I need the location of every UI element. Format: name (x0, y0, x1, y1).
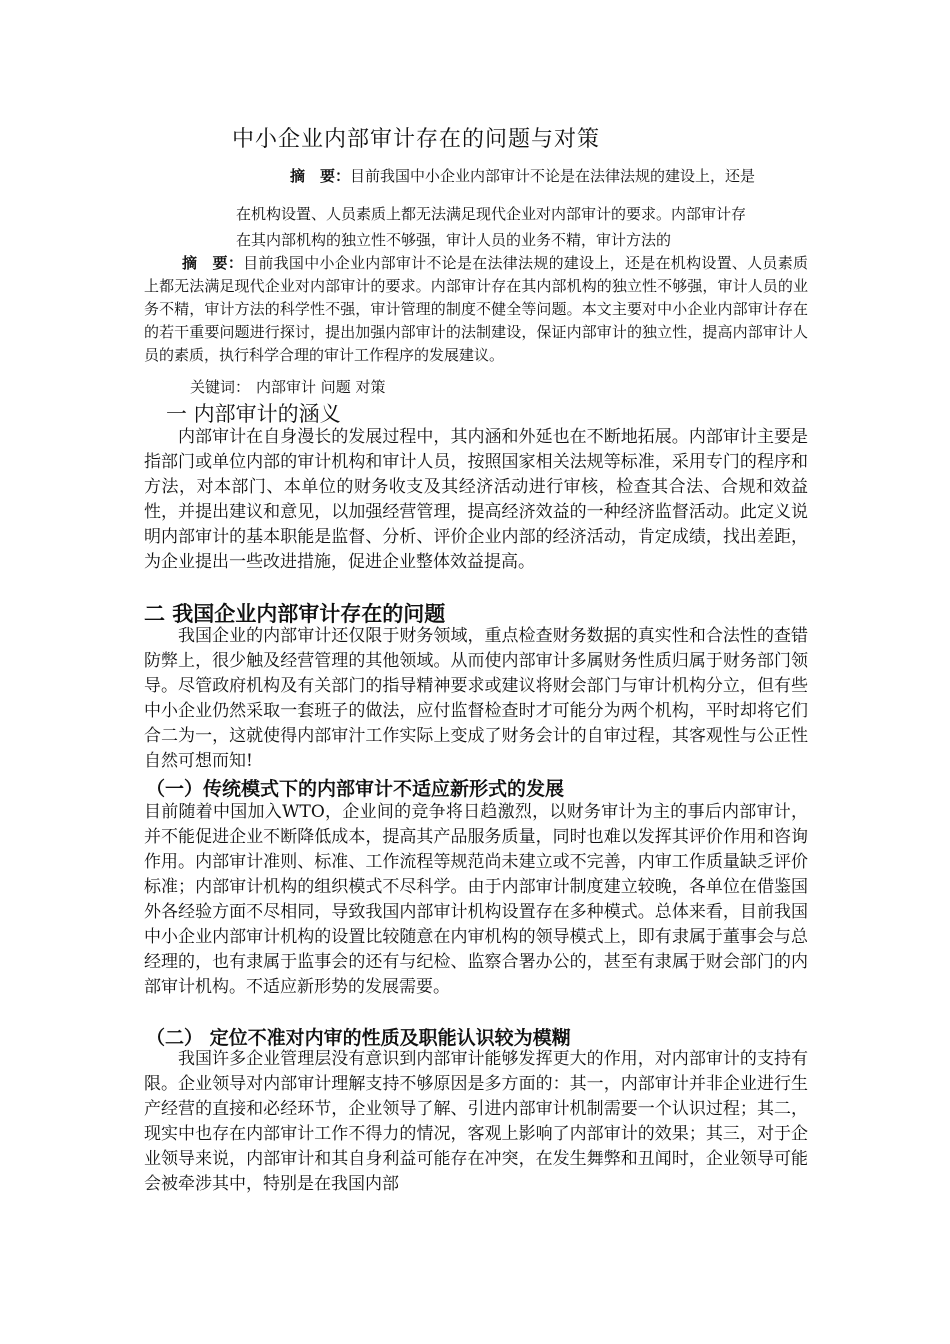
abstract-paragraph (144, 252, 808, 367)
section1-body: 内部审计在自身漫长的发展过程中，其内涵和外延也在不断地拓展。内部审计主要是指部门或单位内部的审计机构和审计人员，按照国家相关法规等标准，采用专门的程序和方法，对本部门、本单位的财务收支及其经济活动进行审核，检查其合法、合规和效益性，并提出建议和意见，以加强经营管理，提高经济效益的一种经济监督活动。此定义说明内部审计的基本职能是监督、分析、评价企业内部的经济活动，肯定成绩，找出差距，为企业提出一些改进措施，促进企业整体效益提高。 (144, 427, 808, 572)
keywords-line (190, 376, 386, 397)
abstract-top-label: 摘 要： (290, 167, 351, 185)
document-title: 中小企业内部审计存在的问题与对策 (232, 127, 601, 152)
abstract-label: 摘 要： (182, 254, 244, 272)
abstract-top-line3: 在其内部机构的独立性不够强，审计人员的业务不精，审计方法的 (236, 231, 672, 249)
subsection1-body: 目前随着中国加入WTO，企业间的竞争将日趋激烈，以财务审计为主的事后内部审计，并不能促进企业不断降低成本，提高其产品服务质量，同时也难以发挥其评价作用和咨询作用。内部审计准则、标准、工作流程等规范尚未建立或不完善，内审工作质量缺乏评价标准；内部审计机构的组织模式不尽科学。由于内部审计制度建立较晚，各单位在借鉴国外各经验方面不尽相同，导致我国内部审计机构设置存在多种模式。总体来看，目前我国中小企业内部审计机构的设置比较随意在内审机构的领导模式上，即有隶属于董事会与总经理的，也有隶属于监事会的还有与纪检、监察合署办公的，甚至有隶属于财会部门的内部审计机构。不适应新形势的发展需要。 (144, 802, 808, 997)
section1-heading: 一 内部审计的涵义 (166, 402, 341, 426)
abstract-text: 目前我国中小企业内部审计不论是在法律法规的建设上，还是在机构设置、人员素质上都无法满足现代企业对内部审计的要求。内部审计存在其内部机构的独立性不够强，审计人员的业务不精，审计方法的科学性不强，审计管理的制度不健全等问题。本文主要对中小企业内部审计存在的若干重要问题进行探讨，提出加强内部审计的法制建设，保证内部审计的独立性，提高内部审计人员的素质，执行科学合理的审计工作程序的发展建议。 (144, 254, 808, 364)
section2-heading: 二 我国企业内部审计存在的问题 (144, 602, 446, 626)
abstract-top-line1 (290, 165, 755, 186)
subsection2-body: 我国许多企业管理层没有意识到内部审计能够发挥更大的作用，对内部审计的支持有限。企业领导对内部审计理解支持不够原因是多方面的：其一，内部审计并非企业进行生产经营的直接和必经环节，企业领导了解、引进内部审计机制需要一个认识过程；其二，现实中也存在内部审计工作不得力的情况，客观上影响了内部审计的效果；其三，对于企业领导来说，内部审计和其自身利益可能存在冲突，在发生舞弊和丑闻时，企业领导可能会被牵涉其中，特别是在我国内部 (144, 1049, 808, 1194)
section2-body: 我国企业的内部审计还仅限于财务领域，重点检查财务数据的真实性和合法性的查错防弊上，很少触及经营管理的其他领域。从而使内部审计多属财务性质归属于财务部门领导。尽管政府机构及有关部门的指导精神要求或建议将财会部门与审计机构分立，但有些中小企业仍然采取一套班子的做法，应付监督检查时才可能分为两个机构，平时却将它们合二为一，这就使得内部审汁工作实际上变成了财务会计的自审过程，其客观性与公正性自然可想而知! (144, 626, 808, 771)
subsection1-heading: （一）传统模式下的内部审计不适应新形式的发展 (146, 778, 565, 800)
keywords-label: 关键词： (190, 378, 251, 396)
keywords-value: 内部审计 问题 对策 (256, 378, 386, 396)
abstract-top-text1: 目前我国中小企业内部审计不论是在法律法规的建设上，还是 (350, 167, 756, 185)
abstract-top-line2: 在机构设置、人员素质上都无法满足现代企业对内部审计的要求。内部审计存 (236, 205, 747, 223)
subsection2-heading: （二） 定位不准对内审的性质及职能认识较为模糊 (146, 1027, 571, 1049)
